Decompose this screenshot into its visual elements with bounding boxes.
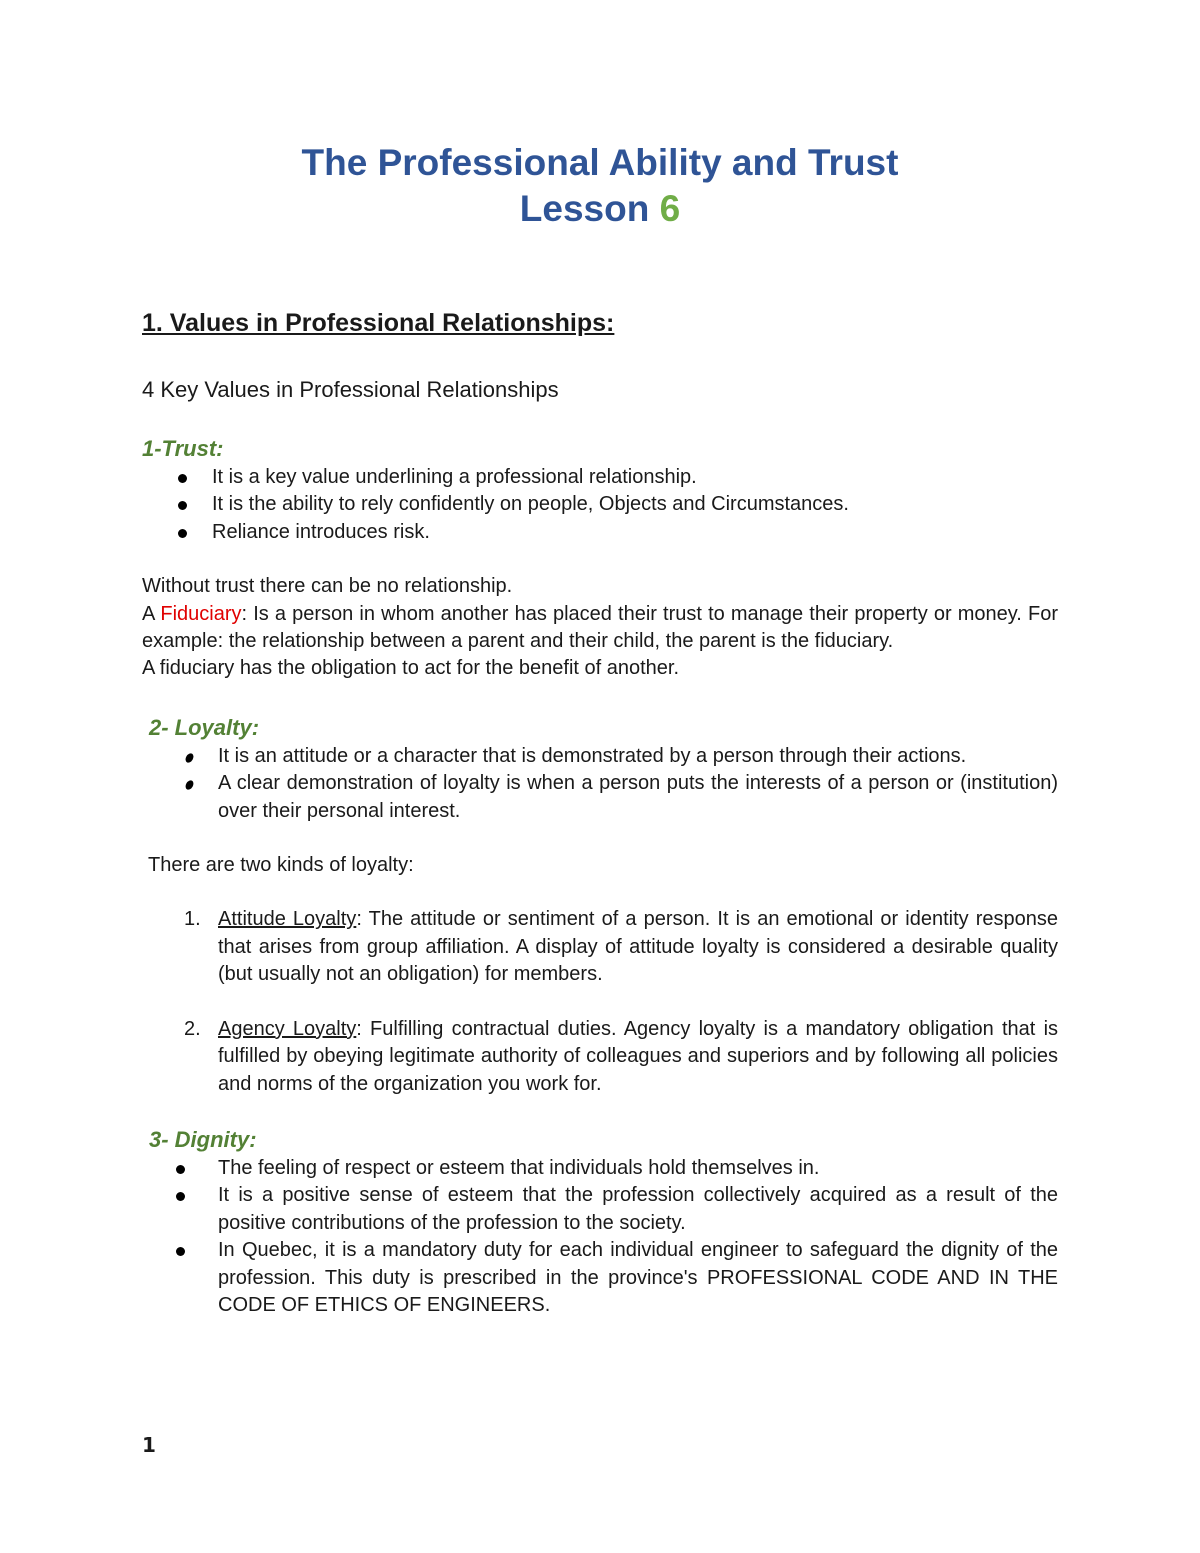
list-item xyxy=(142,464,1058,491)
list-item xyxy=(142,1237,1058,1319)
bullet-icon xyxy=(176,1247,185,1256)
list-item xyxy=(142,770,1058,825)
section-subheading: 4 Key Values in Professional Relationships xyxy=(142,377,559,402)
list-item xyxy=(142,491,1058,518)
loyalty-bullet-list xyxy=(142,743,1058,825)
list-item xyxy=(142,743,1058,770)
bullet-icon xyxy=(178,501,187,510)
fiduciary-definition xyxy=(142,601,1058,656)
loyalty-kinds-list xyxy=(142,906,1058,1097)
document-title xyxy=(0,140,1200,232)
list-item xyxy=(142,519,1058,546)
bullet-icon xyxy=(184,779,195,791)
loyalty-kinds-intro: There are two kinds of loyalty: xyxy=(148,854,414,877)
kind-term: Attitude Loyalty xyxy=(218,908,357,931)
fiduciary-definition-text: : Is a person in whom another has placed their trust to manage their property or money. For example: the relationship between a parent and their child, the parent is the fiduciary. xyxy=(142,602,1058,653)
document-body xyxy=(142,303,1058,1319)
list-item-text: The feeling of respect or esteem that individuals hold themselves in. xyxy=(218,1156,820,1179)
list-item xyxy=(142,906,1058,988)
kind-term: Agency Loyalty xyxy=(218,1017,357,1040)
loyalty-heading: 2- Loyalty: xyxy=(149,714,260,740)
list-item-text: It is the ability to rely confidently on people, Objects and Circumstances. xyxy=(212,493,849,516)
lesson-number: 6 xyxy=(659,188,681,229)
kind-text: : The attitude or sentiment of a person. It is an emotional or identity response that arises from group affiliation. A display of attitude loyalty is considered a desirable quality (but usually not an obligation) for members. xyxy=(218,908,1059,986)
bullet-icon xyxy=(176,1192,185,1201)
kind-text: : Fulfilling contractual duties. Agency loyalty is a mandatory obligation that is fulfilled by obeying legitimate authority of colleagues and superiors and by following all policies and norms of the organization you work for. xyxy=(218,1017,1059,1095)
dignity-heading: 3- Dignity: xyxy=(149,1126,257,1152)
fiduciary-paragraphs xyxy=(142,573,1058,683)
list-item-text: It is an attitude or a character that is demonstrated by a person through their actions. xyxy=(218,744,967,767)
list-item-text: Reliance introduces risk. xyxy=(212,520,430,543)
fiduciary-term: Fiduciary xyxy=(160,602,242,625)
list-number: 1. xyxy=(184,908,201,931)
title-line: The Professional Ability and Trust xyxy=(301,142,899,183)
trust-heading: 1-Trust: xyxy=(142,436,224,461)
list-item xyxy=(142,1155,1058,1182)
lesson-word: Lesson xyxy=(519,188,660,229)
list-item xyxy=(142,1016,1058,1098)
list-item-text: A clear demonstration of loyalty is when a person puts the interests of a person or (institution) over their personal interest. xyxy=(218,772,1058,822)
dignity-bullet-list xyxy=(142,1155,1058,1319)
bullet-icon xyxy=(178,529,187,538)
section-heading: 1. Values in Professional Relationships: xyxy=(142,309,615,337)
bullet-icon xyxy=(184,752,195,764)
list-item-text: It is a key value underlining a professional relationship. xyxy=(212,466,697,488)
lesson-line xyxy=(0,186,1200,232)
list-item-text: It is a positive sense of esteem that the profession collectively acquired as a result of the positive contributions of the profession to the society. xyxy=(218,1184,1058,1234)
list-number: 2. xyxy=(184,1017,201,1040)
page-number: 1 xyxy=(142,1433,156,1457)
fiduciary-prefix: A xyxy=(142,602,161,625)
bullet-icon xyxy=(178,474,187,483)
no-trust-paragraph: Without trust there can be no relationship. xyxy=(142,575,513,598)
list-item-text: In Quebec, it is a mandatory duty for each individual engineer to safeguard the dignity of the profession. This duty is prescribed in the province's PROFESSIONAL CODE AND IN THE CODE OF ETHICS OF ENGINEERS. xyxy=(218,1239,1058,1316)
trust-bullet-list xyxy=(142,464,1058,546)
bullet-icon xyxy=(176,1165,185,1174)
fiduciary-obligation: A fiduciary has the obligation to act for the benefit of another. xyxy=(142,657,680,680)
list-item xyxy=(142,1182,1058,1237)
